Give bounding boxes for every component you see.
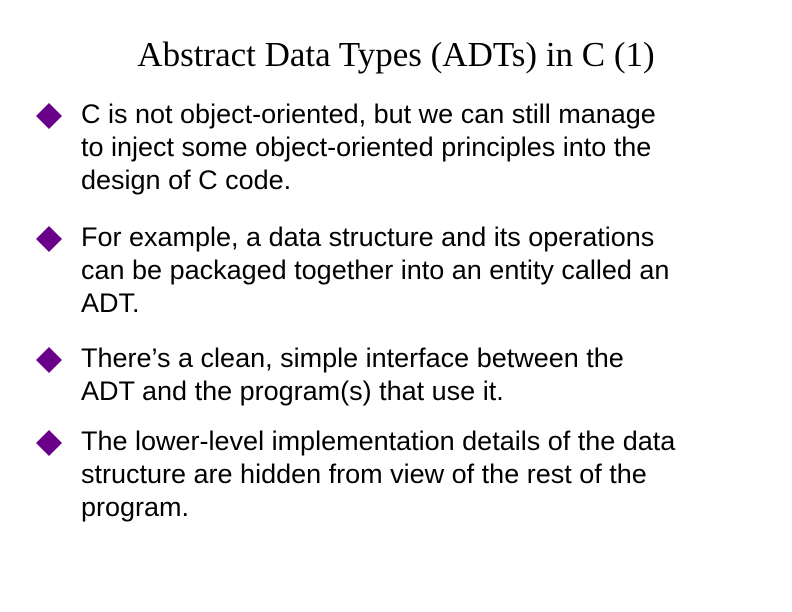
bullet-line: C is not object-oriented, but we can still manage <box>81 99 656 129</box>
bullet-text <box>81 342 781 408</box>
bullet-line: program. <box>81 492 190 522</box>
bullet-text <box>81 221 781 320</box>
slide-title: Abstract Data Types (ADTs) in C (1) <box>137 35 655 74</box>
bullet-line: structure are hidden from view of the rest of the <box>81 459 647 489</box>
bullet-text <box>81 425 781 524</box>
bullet-line: There’s a clean, simple interface between the <box>81 343 624 373</box>
bullet-line: ADT and the program(s) that use it. <box>81 376 504 406</box>
diamond-bullet-icon <box>34 345 64 375</box>
bullet-line: ADT. <box>81 288 140 318</box>
bullet-line: For example, a data structure and its operations <box>81 222 655 252</box>
diamond-bullet-icon <box>34 101 64 131</box>
diamond-bullet-icon <box>34 224 64 254</box>
bullet-text <box>81 98 781 197</box>
bullet-line: The lower-level implementation details of the data <box>81 426 676 456</box>
bullet-line: to inject some object-oriented principles into the <box>81 132 652 162</box>
bullet-line: design of C code. <box>81 165 292 195</box>
diamond-bullet-icon <box>34 428 64 458</box>
bullet-line: can be packaged together into an entity called an <box>81 255 670 285</box>
